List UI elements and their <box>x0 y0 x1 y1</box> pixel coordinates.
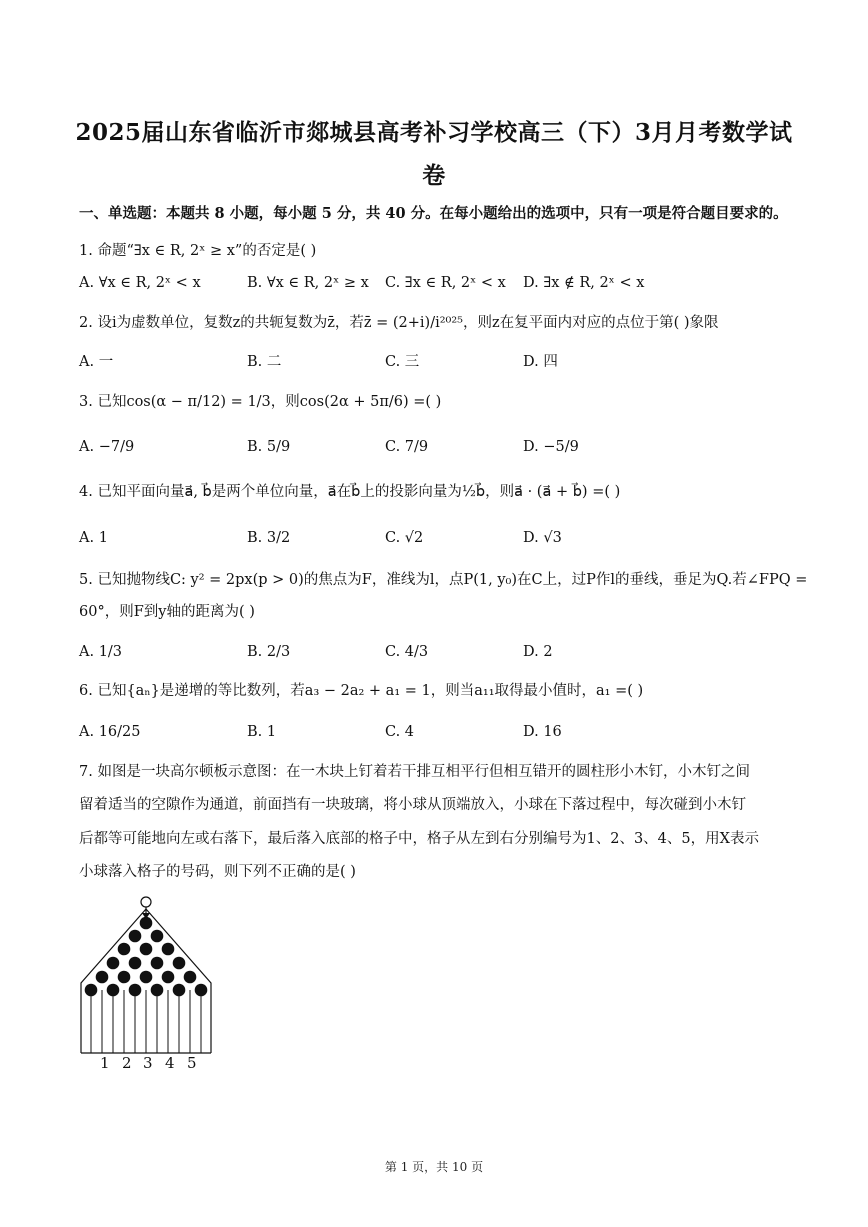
question-1-stem: 1. 命题“∃x ∈ R, 2ˣ ≥ x”的否定是( ) <box>79 243 317 259</box>
slot-label-2: 2 <box>122 1054 132 1072</box>
question-5-stem-line-2: 60°，则F到y轴的距离为( ) <box>79 604 255 620</box>
peg <box>140 943 153 956</box>
question-2-option-a: A. 一 <box>79 354 114 370</box>
peg <box>140 971 153 984</box>
question-7-stem-line-2: 留着适当的空隙作为通道，前面挡有一块玻璃，将小球从顶端放入，小球在下落过程中，每次碰到小木钉 <box>79 797 746 813</box>
question-4-stem: 4. 已知平面向量a⃗, b⃗是两个单位向量，a⃗在b⃗上的投影向量为½b⃗，则a⃗ · (a⃗ + b⃗) =( ) <box>79 484 621 500</box>
peg <box>129 930 142 943</box>
question-5-option-c: C. 4/3 <box>385 644 429 660</box>
peg <box>129 957 142 970</box>
ball-entry <box>141 897 151 919</box>
question-1-option-a: A. ∀x ∈ R, 2ˣ < x <box>79 275 201 291</box>
question-2-option-d: D. 四 <box>523 354 558 370</box>
galton-board-figure <box>78 893 218 1055</box>
peg <box>107 957 120 970</box>
question-3-option-d: D. −5/9 <box>523 439 579 455</box>
question-3-option-b: B. 5/9 <box>247 439 291 455</box>
question-4-option-d: D. √3 <box>523 530 562 546</box>
question-6-option-a: A. 16/25 <box>79 724 141 740</box>
page-footer: 第 1 页，共 10 页 <box>384 1160 484 1174</box>
question-5-option-d: D. 2 <box>523 644 553 660</box>
document-title-line-1: 2025届山东省临沂市郯城县高考补习学校高三（下）3月月考数学试 <box>75 119 793 146</box>
question-5-stem-line-1: 5. 已知抛物线C: y² = 2px(p > 0)的焦点为F，准线为l，点P(1, y₀)在C上，过P作l的垂线，垂足为Q.若∠FPQ = <box>79 572 808 588</box>
question-6-option-d: D. 16 <box>523 724 562 740</box>
question-4-option-c: C. √2 <box>385 530 424 546</box>
question-4-option-b: B. 3/2 <box>247 530 291 546</box>
question-7-stem-line-4: 小球落入格子的号码，则下列不正确的是( ) <box>79 864 356 880</box>
peg <box>140 917 153 930</box>
question-3-stem: 3. 已知cos(α − π/12) = 1/3，则cos(2α + 5π/6) =( ) <box>79 394 442 410</box>
question-2-stem: 2. 设i为虚数单位，复数z的共轭复数为z̄，若z̄ = (2+i)/i²⁰²⁵，则z在复平面内对应的点位于第( )象限 <box>79 315 719 331</box>
document-title-line-2: 卷 <box>422 162 446 189</box>
question-1-option-d: D. ∃x ∉ R, 2ˣ < x <box>523 275 645 291</box>
peg <box>173 957 186 970</box>
peg <box>184 971 197 984</box>
question-7-stem-line-1: 7. 如图是一块高尔顿板示意图：在一木块上钉着若干排互相平行但相互错开的圆柱形小木钉，小木钉之间 <box>79 764 750 780</box>
question-7-stem-line-3: 后都等可能地向左或右落下，最后落入底部的格子中，格子从左到右分别编号为1、2、3、4、5，用X表示 <box>79 831 759 847</box>
slot-label-1: 1 <box>100 1054 110 1072</box>
question-4-option-a: A. 1 <box>79 530 108 546</box>
peg <box>151 957 164 970</box>
peg <box>118 971 131 984</box>
peg <box>118 943 131 956</box>
peg <box>162 943 175 956</box>
question-3-option-c: C. 7/9 <box>385 439 429 455</box>
slot-label-5: 5 <box>187 1054 197 1072</box>
slot-dividers <box>91 990 201 1053</box>
section-heading: 一、单选题：本题共 8 小题，每小题 5 分，共 40 分。在每小题给出的选项中，只有一项是符合题目要求的。 <box>79 205 788 222</box>
slot-label-3: 3 <box>143 1054 153 1072</box>
question-2-option-c: C. 三 <box>385 354 420 370</box>
peg <box>96 971 109 984</box>
question-5-option-b: B. 2/3 <box>247 644 291 660</box>
question-1-option-b: B. ∀x ∈ R, 2ˣ ≥ x <box>247 275 369 291</box>
peg <box>162 971 175 984</box>
peg-rows <box>85 917 208 997</box>
question-6-option-c: C. 4 <box>385 724 415 740</box>
question-2-option-b: B. 二 <box>247 354 282 370</box>
slot-label-4: 4 <box>165 1054 175 1072</box>
peg <box>151 930 164 943</box>
question-6-option-b: B. 1 <box>247 724 277 740</box>
question-1-option-c: C. ∃x ∈ R, 2ˣ < x <box>385 275 506 291</box>
question-5-option-a: A. 1/3 <box>79 644 123 660</box>
question-6-stem: 6. 已知{aₙ}是递增的等比数列，若a₃ − 2a₂ + a₁ = 1，则当a₁₁取得最小值时，a₁ =( ) <box>79 683 644 699</box>
question-3-option-a: A. −7/9 <box>79 439 135 455</box>
